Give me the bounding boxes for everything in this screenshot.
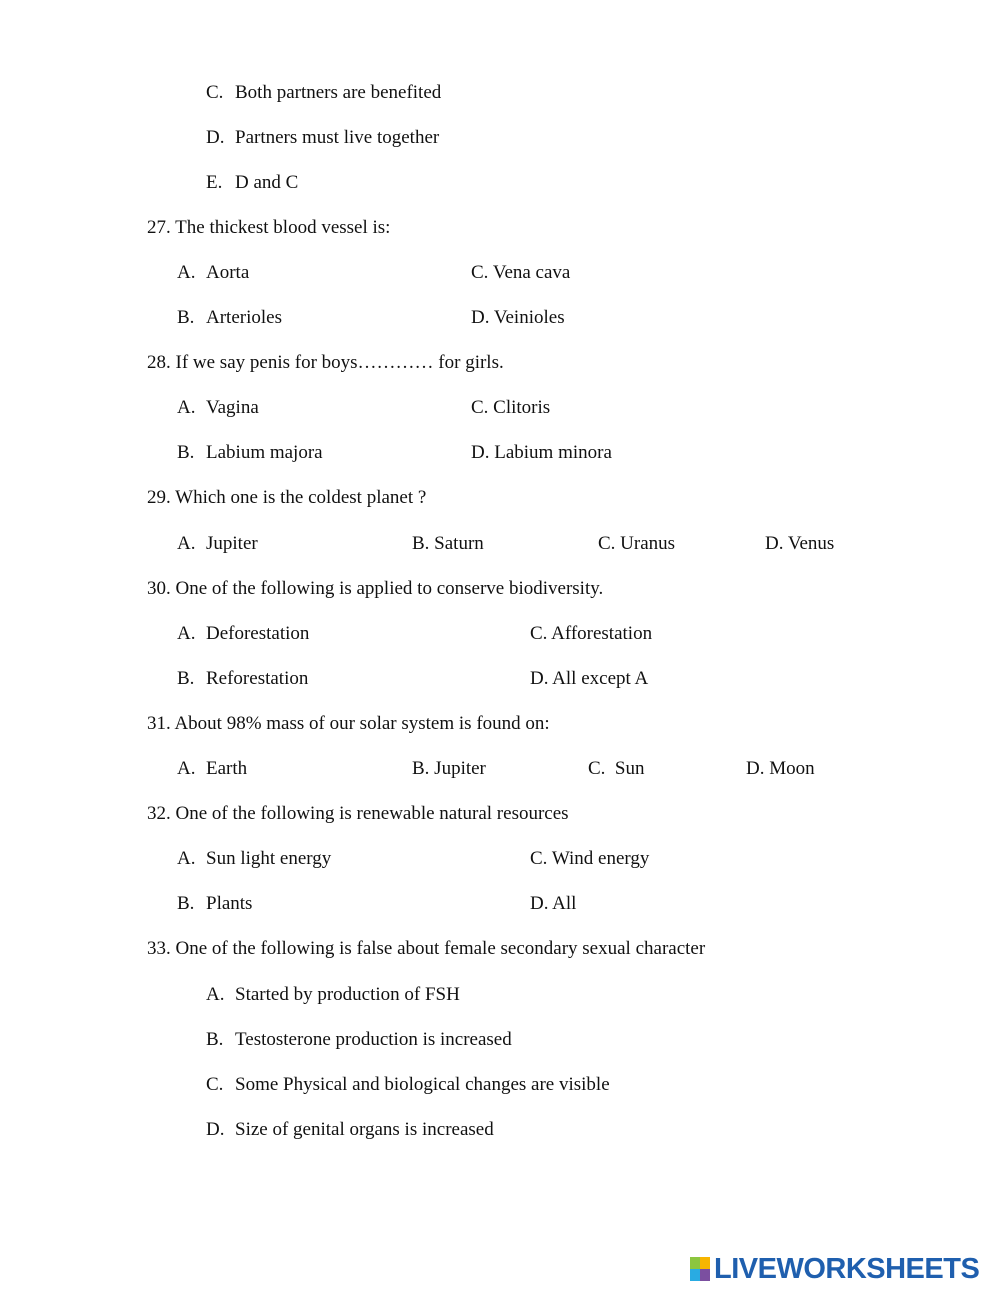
q30-option-c: C. Afforestation xyxy=(530,623,653,644)
q27-option-a xyxy=(177,261,249,285)
option-letter: A. xyxy=(177,848,196,869)
liveworksheets-logo-icon xyxy=(690,1257,710,1281)
option-letter: B. xyxy=(206,1029,224,1050)
q26-option-e xyxy=(206,171,298,195)
question-29: 29. Which one is the coldest planet ? xyxy=(147,487,427,508)
option-text: Labium majora xyxy=(206,442,323,463)
q28-option-a xyxy=(177,396,259,420)
option-text: D and C xyxy=(235,172,299,193)
option-text: Testosterone production is increased xyxy=(235,1029,512,1050)
option-text: Both partners are benefited xyxy=(235,82,442,103)
option-text: Deforestation xyxy=(206,623,310,644)
option-text: Size of genital organs is increased xyxy=(235,1119,494,1140)
question-30: 30. One of the following is applied to conserve biodiversity. xyxy=(147,578,604,599)
option-text: Sun light energy xyxy=(206,848,332,869)
option-letter: A. xyxy=(177,533,196,554)
q27-option-d: D. Veinioles xyxy=(471,307,565,328)
option-text: Arterioles xyxy=(206,307,282,328)
q28-option-b xyxy=(177,441,323,465)
q32-option-c: C. Wind energy xyxy=(530,848,650,869)
q32-option-d: D. All xyxy=(530,893,577,914)
q27-option-c: C. Vena cava xyxy=(471,262,571,283)
question-32: 32. One of the following is renewable natural resources xyxy=(147,803,569,824)
q33-option-d xyxy=(206,1118,494,1142)
option-letter: B. xyxy=(177,307,195,328)
q33-option-a xyxy=(206,983,460,1007)
q26-option-c xyxy=(206,81,441,105)
option-text: Some Physical and biological changes are visible xyxy=(235,1074,610,1095)
q29-option-a xyxy=(177,532,258,556)
q29-option-c: C. Uranus xyxy=(598,533,676,554)
logo-text: LIVEWORKSHEETS xyxy=(714,1252,980,1285)
option-letter: A. xyxy=(177,623,196,644)
q28-option-d: D. Labium minora xyxy=(471,442,612,463)
q26-option-d xyxy=(206,126,439,150)
option-text: Jupiter xyxy=(206,533,258,554)
q31-option-a xyxy=(177,757,247,781)
option-letter: B. xyxy=(177,442,195,463)
question-28: 28. If we say penis for boys………… for girls. xyxy=(147,352,504,373)
option-letter: B. xyxy=(177,668,195,689)
option-text: Earth xyxy=(206,758,248,779)
question-33: 33. One of the following is false about female secondary sexual character xyxy=(147,938,706,959)
q29-option-b: B. Saturn xyxy=(412,533,484,554)
q27-option-b xyxy=(177,306,282,330)
q33-option-c xyxy=(206,1073,610,1097)
option-letter: C. xyxy=(206,82,224,103)
option-letter: A. xyxy=(177,397,196,418)
option-letter: E. xyxy=(206,172,223,193)
option-letter: B. xyxy=(177,893,195,914)
option-text: Started by production of FSH xyxy=(235,984,460,1005)
q29-option-d: D. Venus xyxy=(765,533,835,554)
option-letter: A. xyxy=(206,984,225,1005)
q33-option-b xyxy=(206,1028,512,1052)
option-letter: A. xyxy=(177,758,196,779)
option-text: Vagina xyxy=(206,397,259,418)
question-31: 31. About 98% mass of our solar system is found on: xyxy=(147,713,550,734)
option-letter: D. xyxy=(206,1119,225,1140)
q31-option-d: D. Moon xyxy=(746,758,815,779)
option-letter: D. xyxy=(206,127,225,148)
q31-option-b: B. Jupiter xyxy=(412,758,486,779)
option-text: Plants xyxy=(206,893,253,914)
option-letter: A. xyxy=(177,262,196,283)
q30-option-d: D. All except A xyxy=(530,668,649,689)
option-letter: C. xyxy=(206,1074,224,1095)
q31-option-c: C. Sun xyxy=(588,758,645,779)
q30-option-a xyxy=(177,622,309,646)
option-text: Reforestation xyxy=(206,668,309,689)
option-text: Aorta xyxy=(206,262,250,283)
q32-option-b xyxy=(177,892,252,916)
q28-option-c: C. Clitoris xyxy=(471,397,551,418)
q32-option-a xyxy=(177,847,331,871)
question-27: 27. The thickest blood vessel is: xyxy=(147,217,391,238)
option-text: Partners must live together xyxy=(235,127,440,148)
liveworksheets-logo xyxy=(690,1253,990,1285)
q30-option-b xyxy=(177,667,308,691)
